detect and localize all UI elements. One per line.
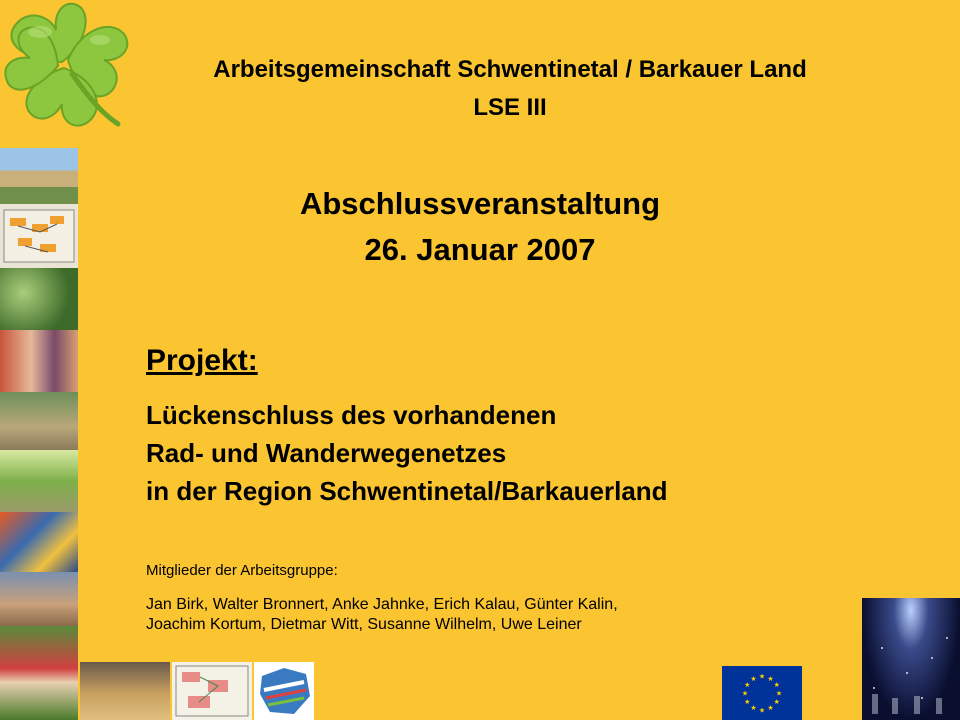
eu-star: ★ bbox=[773, 698, 780, 706]
photo-building bbox=[0, 148, 78, 204]
photo-collage bbox=[0, 512, 78, 572]
event-date: 26. Januar 2007 bbox=[364, 232, 596, 267]
eu-star: ★ bbox=[758, 706, 766, 715]
project-line: in der Region Schwentinetal/Barkauerland bbox=[146, 476, 668, 506]
eu-star: ★ bbox=[750, 704, 757, 713]
project-line: Rad- und Wanderwegenetzes bbox=[146, 438, 507, 468]
eu-flag-icon bbox=[722, 666, 802, 720]
photo-gym bbox=[80, 662, 170, 720]
eu-star: ★ bbox=[767, 704, 774, 713]
members-label: Mitglieder der Arbeitsgruppe: bbox=[146, 562, 338, 579]
event-title: Abschlussveranstaltung bbox=[299, 186, 661, 221]
members-line: Jan Birk, Walter Bronnert, Anke Jahnke, Erich Kalau, Günter Kalin, bbox=[146, 596, 618, 613]
photo-site-map bbox=[172, 662, 252, 720]
photo-crowd bbox=[0, 626, 78, 720]
eu-star: ★ bbox=[744, 681, 751, 689]
photo-site-plan bbox=[0, 204, 78, 268]
members-line: Joachim Kortum, Dietmar Witt, Susanne Wilhelm, Uwe Leiner bbox=[146, 616, 582, 633]
region-map-logo bbox=[254, 662, 314, 720]
photo-indoor bbox=[0, 572, 78, 626]
photo-aerial-forest bbox=[0, 268, 78, 330]
eu-star: ★ bbox=[758, 672, 766, 681]
project-line: Lückenschluss des vorhandenen bbox=[146, 400, 557, 430]
photo-playground bbox=[0, 392, 78, 450]
photo-people bbox=[0, 330, 78, 392]
header-subtitle: LSE III bbox=[473, 94, 547, 121]
eu-star: ★ bbox=[773, 681, 780, 689]
photo-park bbox=[0, 450, 78, 512]
eu-star: ★ bbox=[750, 674, 757, 683]
eu-star: ★ bbox=[767, 674, 774, 683]
eu-star: ★ bbox=[741, 689, 749, 698]
photo-night-scene bbox=[862, 598, 960, 720]
project-label: Projekt: bbox=[146, 344, 258, 377]
eu-star: ★ bbox=[775, 689, 783, 698]
eu-star: ★ bbox=[744, 698, 751, 706]
header-title: Arbeitsgemeinschaft Schwentinetal / Barkauer Land bbox=[213, 56, 807, 83]
